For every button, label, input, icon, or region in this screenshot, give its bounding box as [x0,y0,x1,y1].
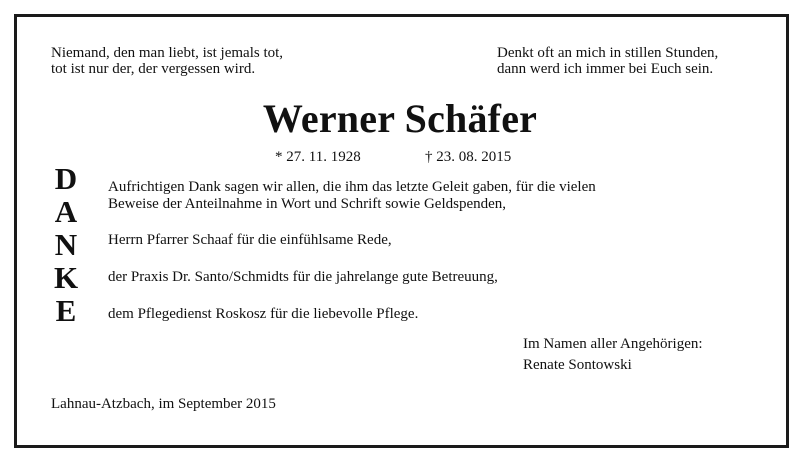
danke-letter: N [54,227,78,262]
birth-date: * 27. 11. 1928 [275,149,361,165]
quote-left [51,45,283,77]
thanks-paragraph-1 [108,179,596,213]
deceased-name: Werner Schäfer [262,96,538,141]
notice-border [14,14,789,448]
death-date: † 23. 08. 2015 [425,149,512,165]
danke-vertical-heading [48,162,84,327]
signature-intro: Im Namen aller Angehörigen: [523,336,703,352]
thanks-paragraph-1-line-2: Beweise der Anteilnahme in Wort und Schrift sowie Geldspenden, [108,196,507,212]
place-and-date: Lahnau-Atzbach, im September 2015 [51,396,276,412]
danke-letter: K [53,260,79,295]
danke-letter: E [55,293,77,328]
quote-right-line-1: Denkt oft an mich in stillen Stunden, [497,45,719,61]
thanks-paragraph-1-line-1: Aufrichtigen Dank sagen wir allen, die ihm das letzte Geleit gaben, für die vielen [108,179,596,195]
quote-right-line-2: dann werd ich immer bei Euch sein. [497,61,714,77]
quote-left-line-1: Niemand, den man liebt, ist jemals tot, [51,45,284,61]
thanks-paragraph-2: Herrn Pfarrer Schaaf für die einfühlsame Rede, [108,232,392,248]
quote-right [497,45,718,77]
signature-name: Renate Sontowski [523,357,632,373]
thanks-paragraph-3: der Praxis Dr. Santo/Schmidts für die jahrelange gute Betreuung, [108,269,498,285]
danke-letter: D [54,161,78,196]
danke-letter: A [54,194,78,229]
quote-left-line-2: tot ist nur der, der vergessen wird. [51,61,256,77]
thanks-paragraph-4: dem Pflegedienst Roskosz für die liebevolle Pflege. [108,306,419,322]
